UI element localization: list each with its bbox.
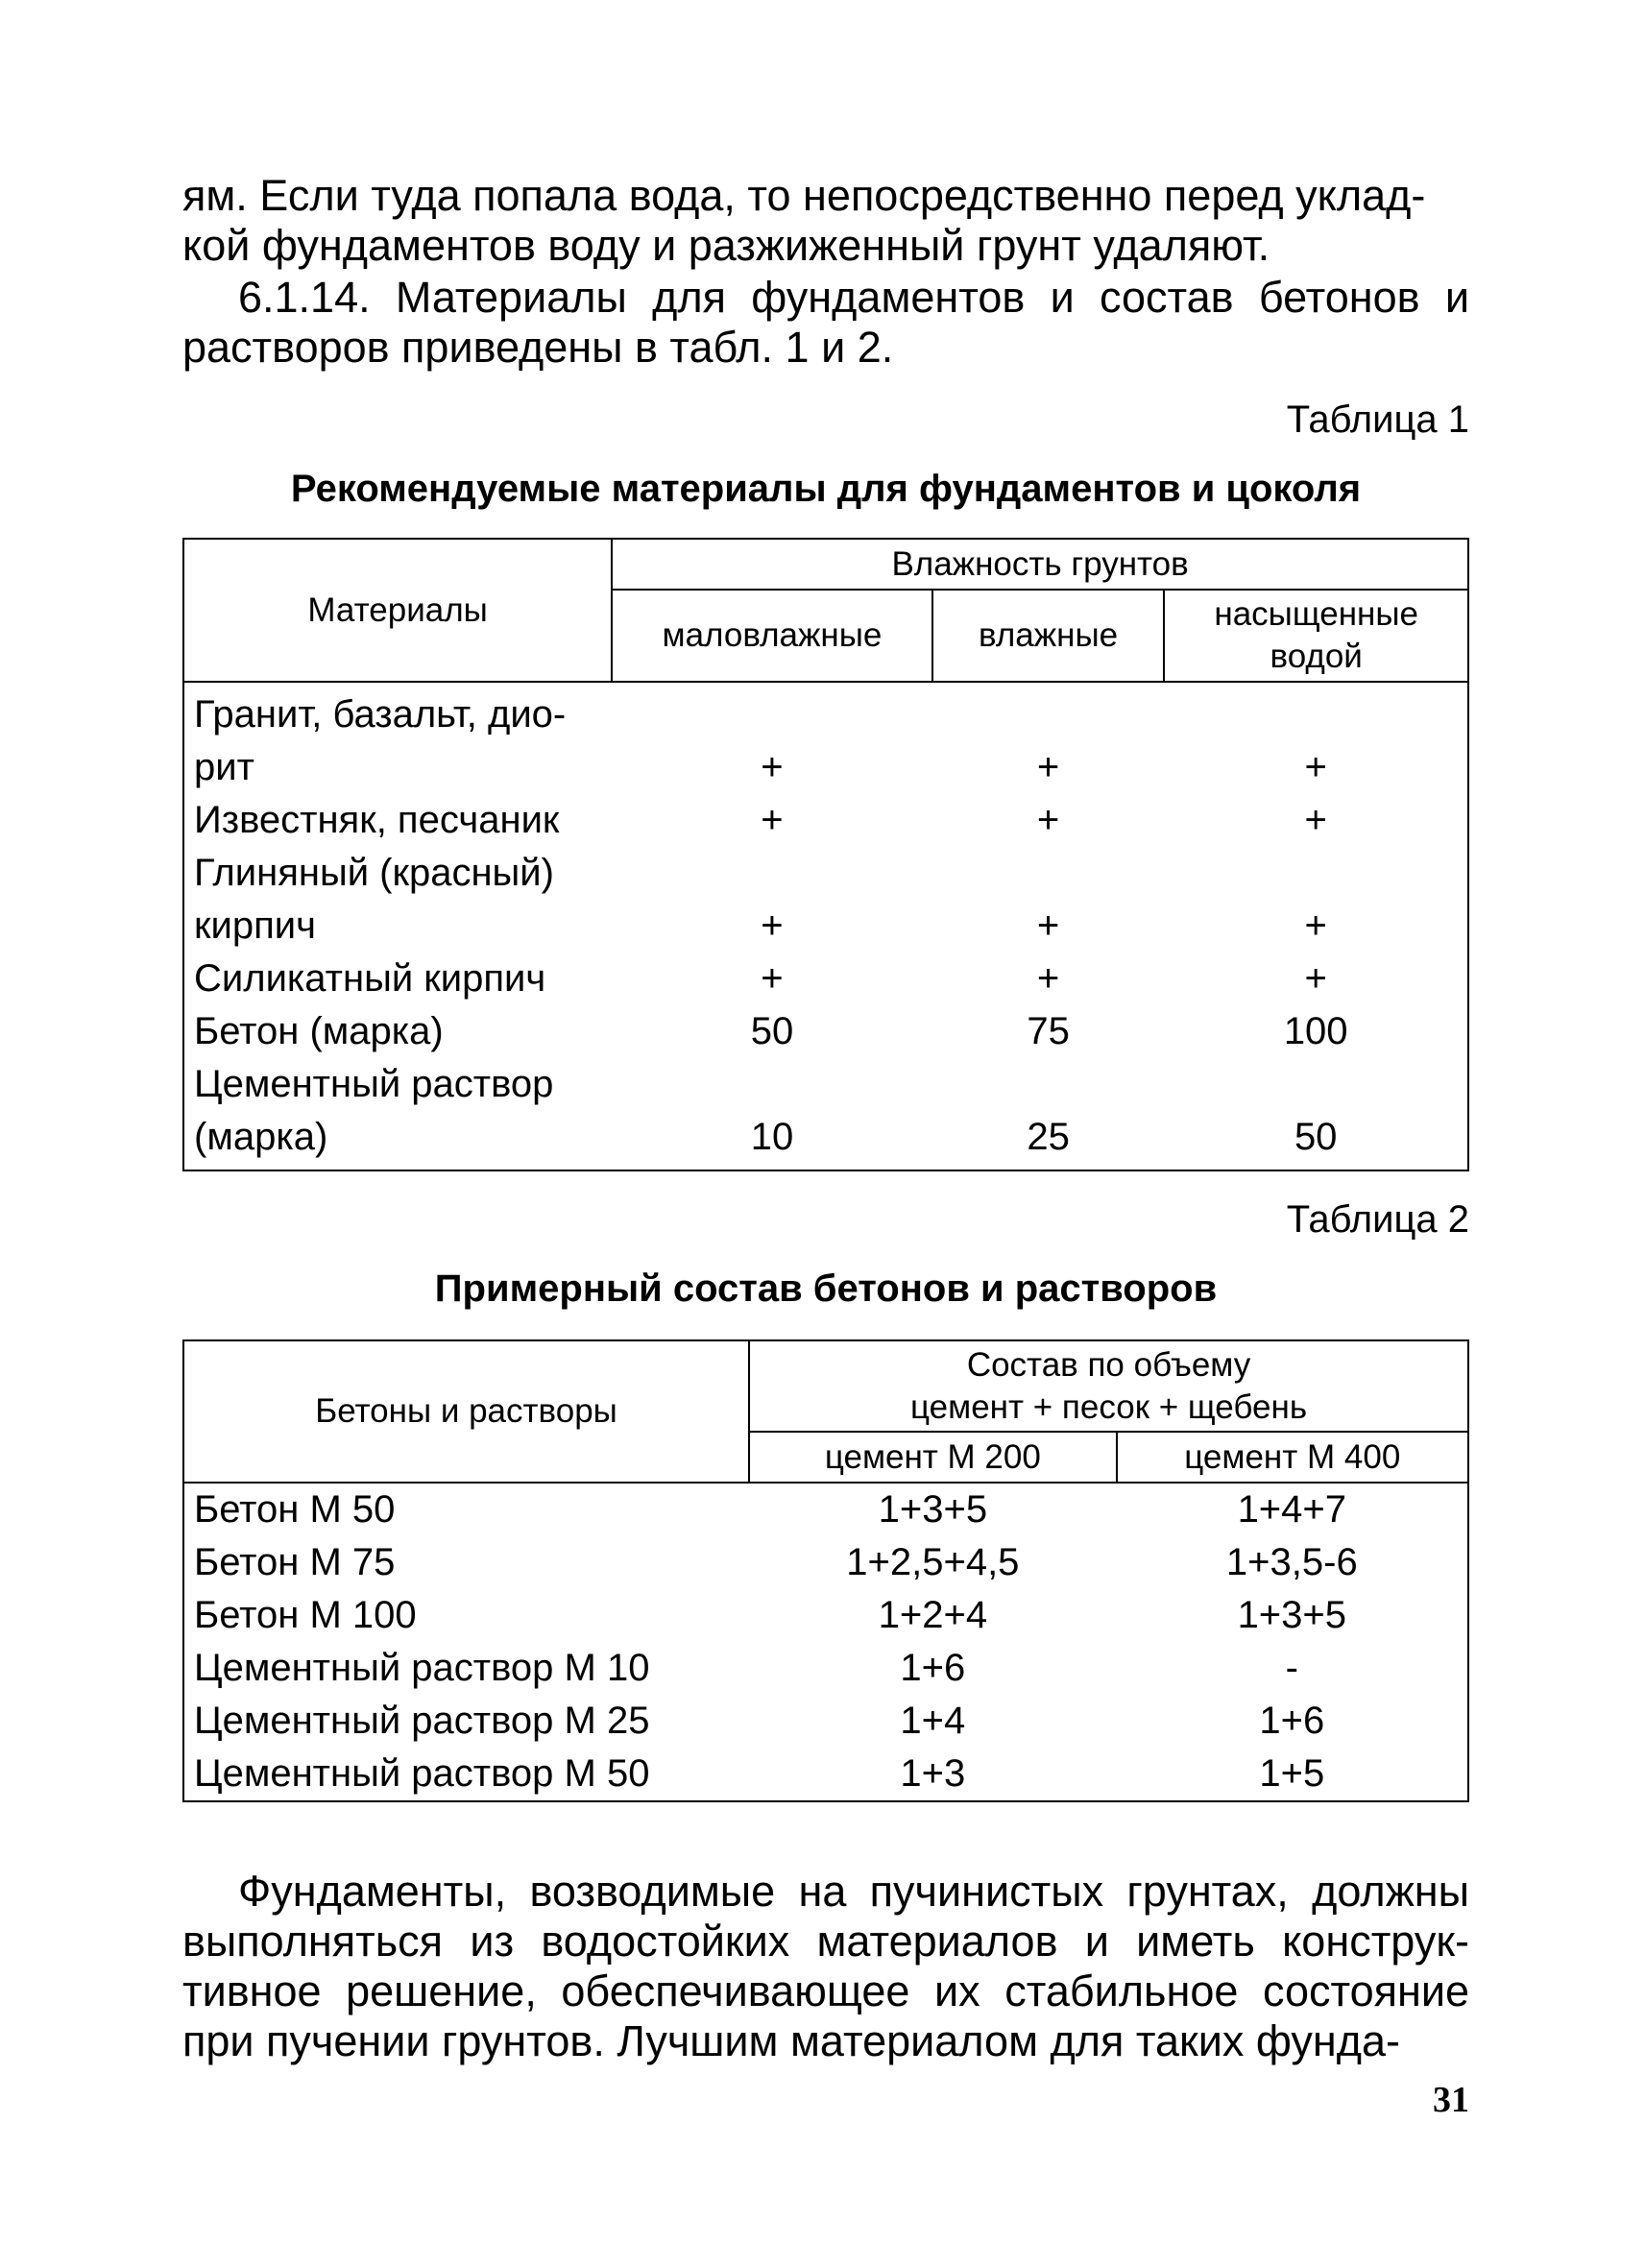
table1-label: Таблица 1 bbox=[1286, 398, 1469, 441]
table1 bbox=[182, 538, 1469, 1171]
table2-mix-name: Бетон М 75 bbox=[194, 1541, 396, 1583]
table1-material-name: Глиняный (красный) кирпич bbox=[194, 852, 554, 947]
table2-header-m200: цемент М 200 bbox=[749, 1432, 1117, 1483]
table-row bbox=[183, 794, 1468, 847]
table2-header-composition-l1: Состав по объему bbox=[966, 1345, 1251, 1384]
table1-material-name: Гранит, базальт, дио- рит bbox=[194, 693, 567, 788]
table1-header-saturated-l1: насыщенные bbox=[1214, 595, 1418, 633]
table-row bbox=[183, 1748, 1468, 1801]
table1-cell-low: + bbox=[761, 799, 784, 841]
table1-cell-wet: 75 bbox=[1027, 1010, 1070, 1052]
table-row bbox=[183, 1589, 1468, 1642]
table2-mix-name: Цементный раствор М 25 bbox=[194, 1700, 650, 1742]
table2-caption: Примерный состав бетонов и растворов bbox=[434, 1267, 1218, 1310]
table2-cell-m200: 1+4 bbox=[900, 1700, 966, 1742]
table2-mix-name: Цементный раствор М 50 bbox=[194, 1752, 650, 1795]
table1-cell-wet: + bbox=[1036, 957, 1060, 1000]
table-row bbox=[183, 1695, 1468, 1748]
table2-cell-m400: 1+3,5-6 bbox=[1225, 1541, 1358, 1583]
table1-header-moisture: Влажность грунтов bbox=[612, 539, 1468, 590]
item-6-1-14-paragraph: 6.1.14. Материалы для фундаментов и состав бетонов и растворов приведены в табл. 1 и 2. bbox=[182, 273, 1469, 372]
page-number: 31 bbox=[1433, 2080, 1469, 2120]
intro-paragraph bbox=[182, 171, 1469, 271]
table1-material-name: Силикатный кирпич bbox=[194, 957, 546, 1000]
table2-header-composition-l2: цемент + песок + щебень bbox=[910, 1387, 1308, 1426]
table1-cell-low: + bbox=[761, 746, 784, 788]
table-row bbox=[183, 682, 1468, 794]
table1-header-materials: Материалы bbox=[183, 539, 612, 682]
table1-cell-saturated: + bbox=[1304, 799, 1327, 841]
table1-cell-low: 10 bbox=[750, 1116, 794, 1158]
table1-cell-saturated: 50 bbox=[1294, 1116, 1338, 1158]
table1-cell-wet: + bbox=[1036, 799, 1060, 841]
table1-cell-wet: 25 bbox=[1027, 1116, 1070, 1158]
table2-label: Таблица 2 bbox=[1286, 1198, 1469, 1241]
table2-header-name: Бетоны и растворы bbox=[183, 1340, 749, 1483]
table2-cell-m200: 1+3 bbox=[900, 1752, 966, 1795]
closing-paragraph: Фундаменты, возводимые на пучинистых грунтах, должны выполняться из водостойких материалов и иметь конструк-тивное решение, обеспечивающее их стабильное состояние при пучении грунтов. Лучшим материалом для таких фунда- bbox=[182, 1867, 1469, 2065]
table1-header-wet: влажные bbox=[932, 590, 1165, 682]
table2-cell-m400: 1+3+5 bbox=[1237, 1594, 1347, 1636]
table1-header-low: маловлажные bbox=[612, 590, 932, 682]
table1-cell-low: + bbox=[761, 957, 784, 1000]
table2-cell-m200: 1+2,5+4,5 bbox=[846, 1541, 1020, 1583]
intro-line-1: ям. Если туда попала вода, то непосредственно перед уклад- bbox=[182, 171, 1426, 220]
table-row bbox=[183, 1536, 1468, 1589]
table1-cell-saturated: + bbox=[1304, 746, 1327, 788]
table1-material-name: Известняк, песчаник bbox=[194, 799, 560, 841]
table-row bbox=[183, 953, 1468, 1005]
table1-caption: Рекомендуемые материалы для фундаментов и цоколя bbox=[290, 468, 1362, 510]
table2-cell-m200: 1+3+5 bbox=[878, 1488, 988, 1531]
table1-cell-saturated: + bbox=[1304, 957, 1327, 1000]
table1-cell-wet: + bbox=[1036, 905, 1060, 947]
table-row bbox=[183, 1058, 1468, 1170]
table2-mix-name: Бетон М 100 bbox=[194, 1594, 417, 1636]
table2-cell-m400: 1+6 bbox=[1259, 1700, 1325, 1742]
table2-header-m400: цемент М 400 bbox=[1117, 1432, 1468, 1483]
table2-header-composition bbox=[749, 1340, 1468, 1432]
table1-material-name: Бетон (марка) bbox=[194, 1010, 444, 1052]
table-row bbox=[183, 1642, 1468, 1695]
table1-material-name: Цементный раствор (марка) bbox=[194, 1063, 554, 1158]
table2 bbox=[182, 1339, 1469, 1802]
table1-cell-wet: + bbox=[1036, 746, 1060, 788]
table1-header-saturated bbox=[1164, 590, 1468, 682]
table-row bbox=[183, 847, 1468, 953]
table-row bbox=[183, 1483, 1468, 1536]
table2-mix-name: Бетон М 50 bbox=[194, 1488, 396, 1531]
table1-header-saturated-l2: водой bbox=[1270, 638, 1363, 675]
table2-cell-m400: 1+5 bbox=[1259, 1752, 1325, 1795]
table2-cell-m400: - bbox=[1285, 1647, 1298, 1689]
table2-mix-name: Цементный раствор М 10 bbox=[194, 1647, 650, 1689]
table2-cell-m400: 1+4+7 bbox=[1237, 1488, 1347, 1531]
table1-cell-saturated: + bbox=[1304, 905, 1327, 947]
table1-cell-low: 50 bbox=[750, 1010, 794, 1052]
intro-line-2: кой фундаментов воду и разжиженный грунт удаляют. bbox=[182, 221, 1270, 270]
table2-cell-m200: 1+6 bbox=[900, 1647, 966, 1689]
table1-cell-low: + bbox=[761, 905, 784, 947]
table-row bbox=[183, 1005, 1468, 1058]
table1-cell-saturated: 100 bbox=[1283, 1010, 1348, 1052]
table2-cell-m200: 1+2+4 bbox=[878, 1594, 988, 1636]
